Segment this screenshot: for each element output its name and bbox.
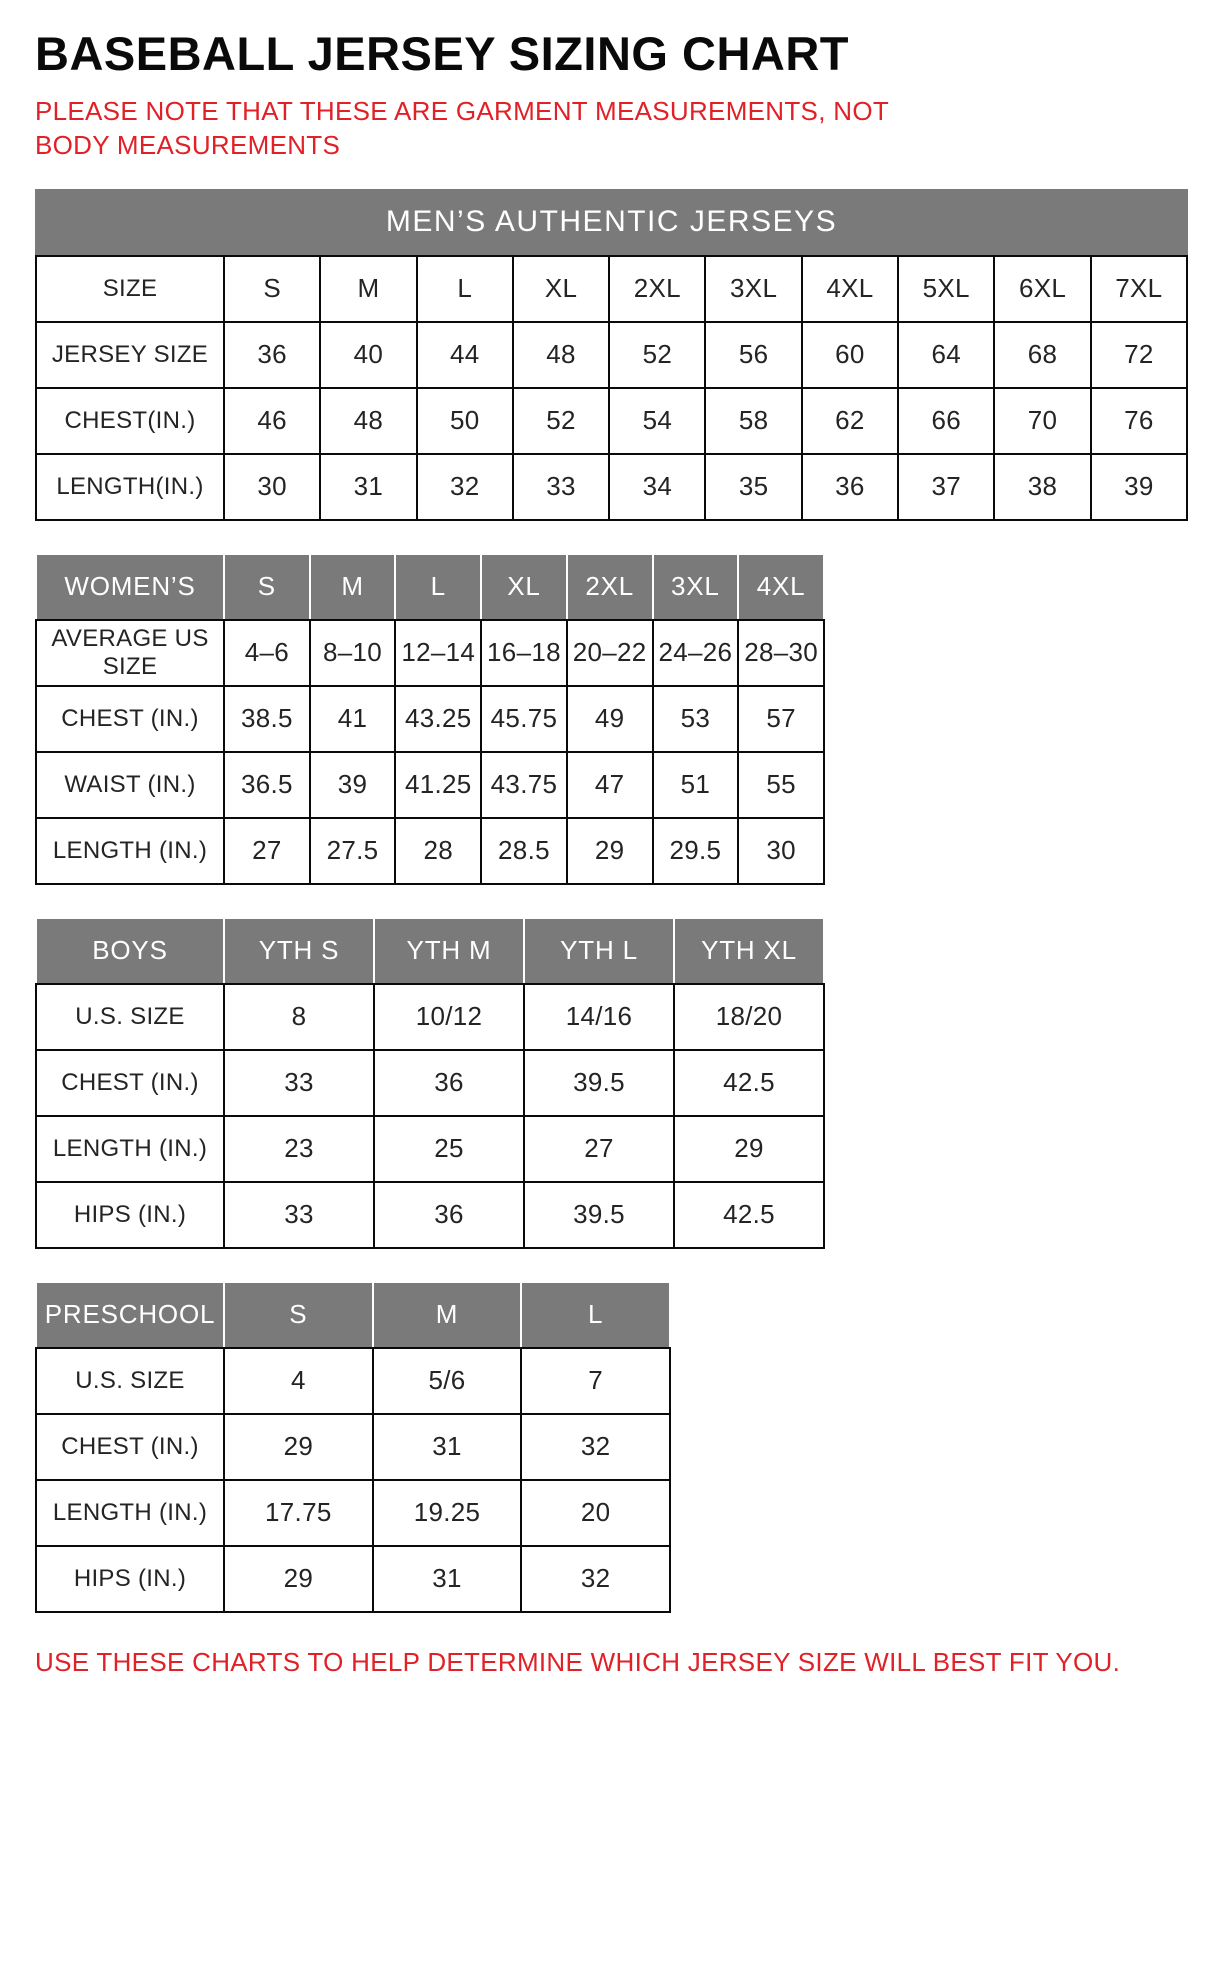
mens-value-cell: 37: [898, 454, 994, 520]
mens-value-cell: 66: [898, 388, 994, 454]
boys-value-cell: 14/16: [524, 984, 674, 1050]
preschool-value-cell: 31: [373, 1546, 522, 1612]
preschool-header-label-cell: PRESCHOOL: [36, 1282, 224, 1348]
mens-measurement-row: [36, 454, 1187, 520]
mens-value-cell: 2XL: [609, 256, 705, 322]
preschool-row-label-cell: CHEST (IN.): [36, 1414, 224, 1480]
boys-value-cell: 42.5: [674, 1050, 824, 1116]
womens-row-label-cell: WAIST (IN.): [36, 752, 224, 818]
mens-value-cell: 38: [994, 454, 1090, 520]
boys-value-cell: 36: [374, 1182, 524, 1248]
womens-value-cell: 20–22: [567, 620, 653, 686]
mens-value-cell: XL: [513, 256, 609, 322]
preschool-header-size-cell: M: [373, 1282, 522, 1348]
preschool-table-section: [35, 1281, 671, 1613]
mens-value-cell: 31: [320, 454, 416, 520]
womens-value-cell: 8–10: [310, 620, 396, 686]
preschool-measurement-row: [36, 1348, 670, 1414]
boys-row-label-cell: U.S. SIZE: [36, 984, 224, 1050]
mens-value-cell: 3XL: [705, 256, 801, 322]
page-title: BASEBALL JERSEY SIZING CHART: [35, 27, 849, 80]
womens-value-cell: 24–26: [653, 620, 739, 686]
boys-table-section: [35, 917, 825, 1249]
preschool-header-size-cell: S: [224, 1282, 373, 1348]
mens-value-cell: 58: [705, 388, 801, 454]
preschool-value-cell: 31: [373, 1414, 522, 1480]
boys-value-cell: 27: [524, 1116, 674, 1182]
preschool-row-label-cell: HIPS (IN.): [36, 1546, 224, 1612]
womens-value-cell: 27.5: [310, 818, 396, 884]
preschool-header-size-cell: L: [521, 1282, 670, 1348]
mens-value-cell: L: [417, 256, 513, 322]
mens-row-label-cell: SIZE: [36, 256, 224, 322]
boys-value-cell: 25: [374, 1116, 524, 1182]
womens-value-cell: 29.5: [653, 818, 739, 884]
mens-value-cell: 72: [1091, 322, 1187, 388]
womens-value-cell: 28.5: [481, 818, 567, 884]
mens-value-cell: 52: [609, 322, 705, 388]
mens-value-cell: 48: [320, 388, 416, 454]
mens-value-cell: 56: [705, 322, 801, 388]
womens-size-table: [35, 553, 825, 885]
womens-value-cell: 39: [310, 752, 396, 818]
preschool-value-cell: 32: [521, 1546, 670, 1612]
preschool-measurement-row: [36, 1480, 670, 1546]
womens-value-cell: 51: [653, 752, 739, 818]
mens-value-cell: 6XL: [994, 256, 1090, 322]
mens-value-cell: 4XL: [802, 256, 898, 322]
womens-value-cell: 53: [653, 686, 739, 752]
boys-row-label-cell: HIPS (IN.): [36, 1182, 224, 1248]
mens-value-cell: 70: [994, 388, 1090, 454]
womens-value-cell: 55: [738, 752, 824, 818]
womens-value-cell: 41: [310, 686, 396, 752]
womens-header-size-cell: S: [224, 554, 310, 620]
womens-header-size-cell: 2XL: [567, 554, 653, 620]
preschool-row-label-cell: LENGTH (IN.): [36, 1480, 224, 1546]
mens-measurement-row: [36, 322, 1187, 388]
womens-row-label-cell: AVERAGE US SIZE: [36, 620, 224, 686]
boys-measurement-row: [36, 1050, 824, 1116]
boys-measurement-row: [36, 984, 824, 1050]
boys-header-label-cell: BOYS: [36, 918, 224, 984]
womens-value-cell: 43.75: [481, 752, 567, 818]
preschool-value-cell: 29: [224, 1546, 373, 1612]
boys-measurement-row: [36, 1182, 824, 1248]
womens-value-cell: 57: [738, 686, 824, 752]
womens-value-cell: 29: [567, 818, 653, 884]
mens-value-cell: 34: [609, 454, 705, 520]
boys-value-cell: 42.5: [674, 1182, 824, 1248]
womens-value-cell: 12–14: [395, 620, 481, 686]
preschool-size-table: [35, 1281, 671, 1613]
mens-value-cell: M: [320, 256, 416, 322]
mens-value-cell: 62: [802, 388, 898, 454]
preschool-value-cell: 32: [521, 1414, 670, 1480]
boys-row-label-cell: LENGTH (IN.): [36, 1116, 224, 1182]
boys-value-cell: 36: [374, 1050, 524, 1116]
boys-measurement-row: [36, 1116, 824, 1182]
preschool-value-cell: 5/6: [373, 1348, 522, 1414]
boys-value-cell: 10/12: [374, 984, 524, 1050]
mens-table-section: [35, 189, 1188, 521]
mens-value-cell: 33: [513, 454, 609, 520]
mens-value-cell: 76: [1091, 388, 1187, 454]
mens-measurement-row: [36, 256, 1187, 322]
preschool-header-row: [36, 1282, 670, 1348]
boys-value-cell: 18/20: [674, 984, 824, 1050]
mens-row-label-cell: CHEST(IN.): [36, 388, 224, 454]
boys-row-label-cell: CHEST (IN.): [36, 1050, 224, 1116]
boys-value-cell: 39.5: [524, 1050, 674, 1116]
preschool-measurement-row: [36, 1414, 670, 1480]
womens-measurement-row: [36, 620, 824, 686]
preschool-value-cell: 4: [224, 1348, 373, 1414]
mens-value-cell: 40: [320, 322, 416, 388]
mens-value-cell: 36: [802, 454, 898, 520]
preschool-row-label-cell: U.S. SIZE: [36, 1348, 224, 1414]
boys-value-cell: 29: [674, 1116, 824, 1182]
mens-value-cell: 32: [417, 454, 513, 520]
womens-value-cell: 4–6: [224, 620, 310, 686]
womens-header-size-cell: M: [310, 554, 396, 620]
womens-value-cell: 45.75: [481, 686, 567, 752]
womens-value-cell: 38.5: [224, 686, 310, 752]
mens-value-cell: 44: [417, 322, 513, 388]
mens-value-cell: S: [224, 256, 320, 322]
boys-value-cell: 8: [224, 984, 374, 1050]
boys-value-cell: 33: [224, 1182, 374, 1248]
mens-banner: MEN’S AUTHENTIC JERSEYS: [35, 189, 1188, 255]
garment-measurements-note: PLEASE NOTE THAT THESE ARE GARMENT MEASUREMENTS, NOT BODY MEASUREMENTS: [35, 96, 889, 160]
boys-header-size-cell: YTH L: [524, 918, 674, 984]
boys-value-cell: 23: [224, 1116, 374, 1182]
womens-header-row: [36, 554, 824, 620]
mens-value-cell: 5XL: [898, 256, 994, 322]
womens-value-cell: 41.25: [395, 752, 481, 818]
mens-value-cell: 54: [609, 388, 705, 454]
womens-header-size-cell: 3XL: [653, 554, 739, 620]
womens-value-cell: 27: [224, 818, 310, 884]
mens-value-cell: 36: [224, 322, 320, 388]
preschool-value-cell: 17.75: [224, 1480, 373, 1546]
boys-header-row: [36, 918, 824, 984]
mens-value-cell: 50: [417, 388, 513, 454]
womens-table-section: [35, 553, 825, 885]
mens-value-cell: 35: [705, 454, 801, 520]
boys-header-size-cell: YTH XL: [674, 918, 824, 984]
boys-size-table: [35, 917, 825, 1249]
womens-value-cell: 43.25: [395, 686, 481, 752]
mens-row-label-cell: LENGTH(IN.): [36, 454, 224, 520]
womens-value-cell: 36.5: [224, 752, 310, 818]
womens-row-label-cell: LENGTH (IN.): [36, 818, 224, 884]
womens-value-cell: 47: [567, 752, 653, 818]
boys-value-cell: 33: [224, 1050, 374, 1116]
boys-value-cell: 39.5: [524, 1182, 674, 1248]
womens-measurement-row: [36, 686, 824, 752]
mens-value-cell: 52: [513, 388, 609, 454]
mens-row-label-cell: JERSEY SIZE: [36, 322, 224, 388]
preschool-value-cell: 7: [521, 1348, 670, 1414]
mens-value-cell: 39: [1091, 454, 1187, 520]
mens-value-cell: 60: [802, 322, 898, 388]
mens-value-cell: 48: [513, 322, 609, 388]
womens-value-cell: 30: [738, 818, 824, 884]
mens-value-cell: 46: [224, 388, 320, 454]
preschool-value-cell: 19.25: [373, 1480, 522, 1546]
womens-measurement-row: [36, 752, 824, 818]
footer-note: USE THESE CHARTS TO HELP DETERMINE WHICH JERSEY SIZE WILL BEST FIT YOU.: [35, 1646, 1121, 1677]
size-tables-container: [35, 189, 1190, 1613]
mens-value-cell: 30: [224, 454, 320, 520]
preschool-measurement-row: [36, 1546, 670, 1612]
mens-value-cell: 68: [994, 322, 1090, 388]
mens-value-cell: 64: [898, 322, 994, 388]
womens-value-cell: 28: [395, 818, 481, 884]
preschool-value-cell: 20: [521, 1480, 670, 1546]
boys-header-size-cell: YTH S: [224, 918, 374, 984]
womens-measurement-row: [36, 818, 824, 884]
womens-header-label-cell: WOMEN’S: [36, 554, 224, 620]
womens-value-cell: 16–18: [481, 620, 567, 686]
preschool-value-cell: 29: [224, 1414, 373, 1480]
mens-value-cell: 7XL: [1091, 256, 1187, 322]
womens-row-label-cell: CHEST (IN.): [36, 686, 224, 752]
mens-size-table: [35, 255, 1188, 521]
boys-header-size-cell: YTH M: [374, 918, 524, 984]
womens-header-size-cell: XL: [481, 554, 567, 620]
womens-header-size-cell: L: [395, 554, 481, 620]
womens-value-cell: 49: [567, 686, 653, 752]
womens-value-cell: 28–30: [738, 620, 824, 686]
mens-measurement-row: [36, 388, 1187, 454]
womens-header-size-cell: 4XL: [738, 554, 824, 620]
